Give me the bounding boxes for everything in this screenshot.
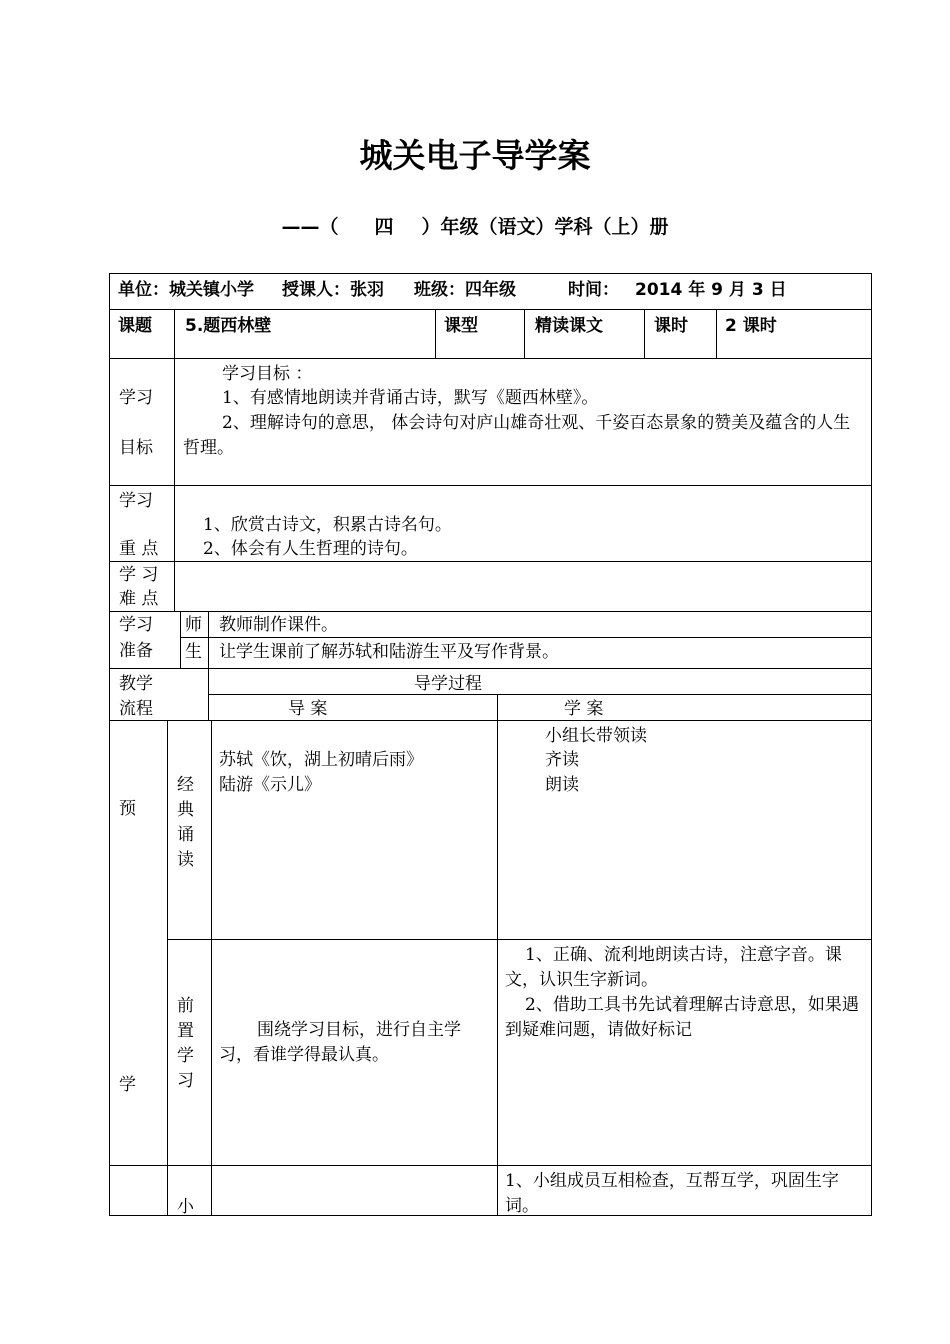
col-line bbox=[211, 720, 212, 1216]
col-line bbox=[497, 720, 498, 1216]
goals-item-2: 2、理解诗句的意思， 体会诗句对庐山雄奇壮观、千姿百态景象的赞美及蕴含的人生哲理。 bbox=[183, 413, 851, 458]
pre-label-1: 前 bbox=[177, 996, 194, 1016]
col-line bbox=[435, 309, 436, 359]
lesson-type-label: 课型 bbox=[444, 316, 478, 336]
row-line bbox=[109, 485, 872, 486]
col-line bbox=[174, 309, 175, 612]
difficulty-label-line2: 难 点 bbox=[119, 589, 159, 609]
table-border-left bbox=[109, 273, 110, 1216]
col-line bbox=[524, 309, 525, 359]
row-line bbox=[109, 1165, 872, 1166]
prep-teacher-label: 师 bbox=[185, 615, 202, 635]
col-line bbox=[180, 611, 181, 669]
classic-study-line-2: 齐读 bbox=[545, 750, 579, 770]
lesson-hours-label: 课时 bbox=[654, 316, 688, 336]
classic-guide-line-1: 苏轼《饮，湖上初晴后雨》 bbox=[219, 750, 423, 770]
page-title: 城关电子导学案 bbox=[359, 136, 591, 175]
prep-label-line2: 准备 bbox=[119, 641, 153, 661]
goals-item-1: 1、有感情地朗读并背诵古诗，默写《题西林壁》。 bbox=[222, 388, 599, 408]
lesson-type-value: 精读课文 bbox=[535, 316, 603, 336]
process-header: 导学过程 bbox=[414, 674, 482, 694]
row-line bbox=[109, 358, 872, 359]
row-line bbox=[109, 668, 872, 669]
subtitle-rest: ）年级（语文）学科（上）册 bbox=[421, 216, 669, 238]
lesson-hours-value: 2 课时 bbox=[725, 316, 777, 336]
focus-label-line2: 重 点 bbox=[119, 539, 159, 559]
guide-header: 导 案 bbox=[288, 699, 328, 719]
preview-char-2: 学 bbox=[119, 1075, 136, 1095]
classic-label-1: 经 bbox=[177, 775, 194, 795]
col-line bbox=[167, 720, 168, 1216]
info-unit: 单位：城关镇小学 bbox=[118, 280, 254, 300]
pre-study-text-1: 1、正确、流利地朗读古诗，注意字音。课文，认识生字新词。 bbox=[505, 945, 842, 990]
topic-label: 课题 bbox=[118, 316, 152, 336]
focus-item-2: 2、体会有人生哲理的诗句。 bbox=[203, 539, 418, 559]
col-line bbox=[644, 309, 645, 359]
prep-label-line1: 学习 bbox=[119, 615, 153, 635]
prep-student-label: 生 bbox=[185, 642, 202, 662]
col-line bbox=[716, 309, 717, 359]
row-line bbox=[109, 309, 872, 310]
difficulty-label-line1: 学 习 bbox=[119, 565, 159, 585]
classic-label-4: 读 bbox=[177, 850, 194, 870]
process-label-line1: 教学 bbox=[119, 674, 153, 694]
goals-label-line1: 学习 bbox=[119, 388, 153, 408]
subtitle-dash: ——（ bbox=[281, 216, 339, 238]
row-line bbox=[109, 611, 872, 612]
info-time-label: 时间： bbox=[568, 280, 619, 300]
classic-study-line-3: 朗读 bbox=[545, 775, 579, 795]
info-teacher: 授课人：张羽 bbox=[282, 280, 384, 300]
classic-label-2: 典 bbox=[177, 800, 194, 820]
classic-guide-line-2: 陆游《示儿》 bbox=[219, 775, 321, 795]
goals-label-line2: 目标 bbox=[119, 438, 153, 458]
pre-guide-text: 围绕学习目标，进行自主学习，看谁学得最认真。 bbox=[219, 1020, 461, 1065]
prep-student-text: 让学生课前了解苏轼和陆游生平及写作背景。 bbox=[219, 642, 559, 662]
col-line bbox=[497, 694, 498, 721]
row-line bbox=[109, 720, 872, 721]
subtitle bbox=[0, 212, 950, 239]
focus-label-line1: 学习 bbox=[119, 491, 153, 511]
prep-teacher-text: 教师制作课件。 bbox=[219, 615, 338, 635]
focus-item-1: 1、欣赏古诗文，积累古诗名句。 bbox=[203, 515, 452, 535]
pre-label-3: 学 bbox=[177, 1046, 194, 1066]
group-study-text: 1、小组成员互相检查，互帮互学，巩固生字词。 bbox=[505, 1171, 839, 1216]
subtitle-grade: 四 bbox=[374, 216, 394, 238]
topic-value: 5.题西林壁 bbox=[185, 316, 272, 336]
pre-label-2: 置 bbox=[177, 1021, 194, 1041]
preview-char-1: 预 bbox=[119, 799, 136, 819]
study-header: 学 案 bbox=[564, 699, 604, 719]
pre-label-4: 习 bbox=[177, 1071, 194, 1091]
classic-study-line-1: 小组长带领读 bbox=[545, 726, 647, 746]
col-line bbox=[208, 611, 209, 669]
classic-label-3: 诵 bbox=[177, 825, 194, 845]
table-border-top bbox=[109, 273, 872, 274]
pre-study-text-2: 2、借助工具书先试着理解古诗意思，如果遇到疑难问题，请做好标记 bbox=[505, 995, 859, 1040]
group-label-char: 小 bbox=[177, 1197, 194, 1217]
info-date: 2014 年 9 月 3 日 bbox=[635, 280, 787, 300]
table-border-right bbox=[871, 273, 872, 1216]
info-class: 班级：四年级 bbox=[414, 280, 516, 300]
goals-heading: 学习目标 ： bbox=[222, 364, 313, 384]
row-line bbox=[167, 939, 872, 940]
process-label-line2: 流程 bbox=[119, 699, 153, 719]
